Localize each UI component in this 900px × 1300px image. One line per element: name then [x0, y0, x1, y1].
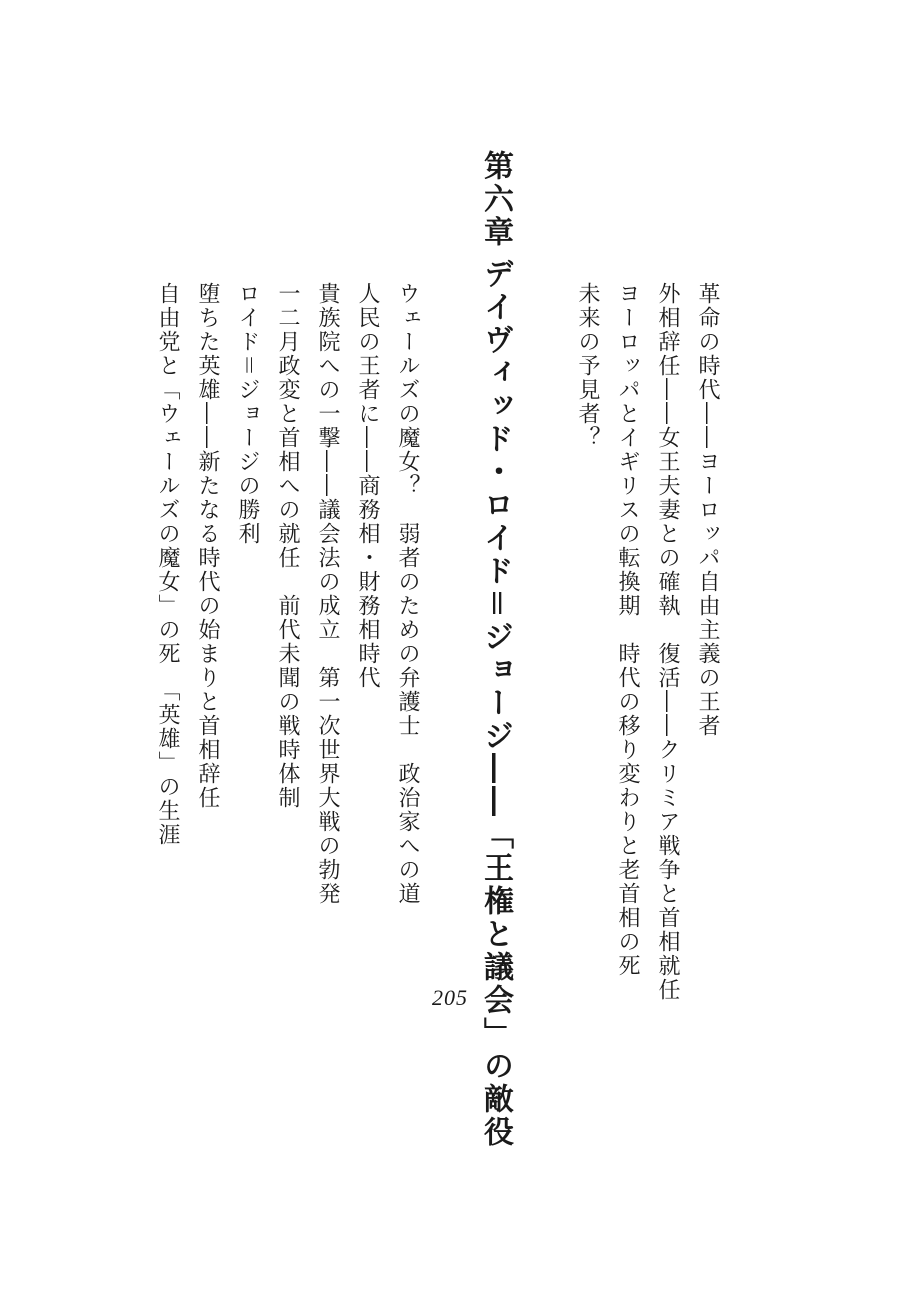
- contents-line-6: 堕ちた英雄――新たなる時代の始まりと首相辞任: [195, 282, 220, 810]
- contents-line-1: ウェールズの魔女？ 弱者のための弁護士 政治家への道: [395, 282, 420, 906]
- chapter-title: デイヴィッド・ロイド＝ジョージ――「王権と議会」の敵役: [478, 258, 513, 1149]
- summary-line-1: 革命の時代――ヨーロッパ自由主義の王者: [695, 282, 720, 738]
- summary-line-3: ヨーロッパとイギリスの転換期 時代の移り変わりと老首相の死: [615, 282, 640, 978]
- summary-line-4: 未来の予見者？: [575, 282, 600, 450]
- page-number: 205: [432, 985, 468, 1010]
- contents-line-3: 貴族院への一撃――議会法の成立 第一次世界大戦の勃発: [315, 282, 340, 906]
- contents-line-5: ロイド＝ジョージの勝利: [235, 282, 260, 547]
- summary-line-2: 外相辞任――女王夫妻との確執 復活――クリミア戦争と首相就任: [655, 282, 680, 1002]
- contents-line-4: 一二月政変と首相への就任 前代未聞の戦時体制: [275, 282, 300, 810]
- contents-line-2: 人民の王者に――商務相・財務相時代: [355, 282, 380, 690]
- contents-line-7: 自由党と「ウェールズの魔女」の死 「英雄」の生涯: [155, 282, 180, 847]
- chapter-number: 第六章: [478, 150, 513, 249]
